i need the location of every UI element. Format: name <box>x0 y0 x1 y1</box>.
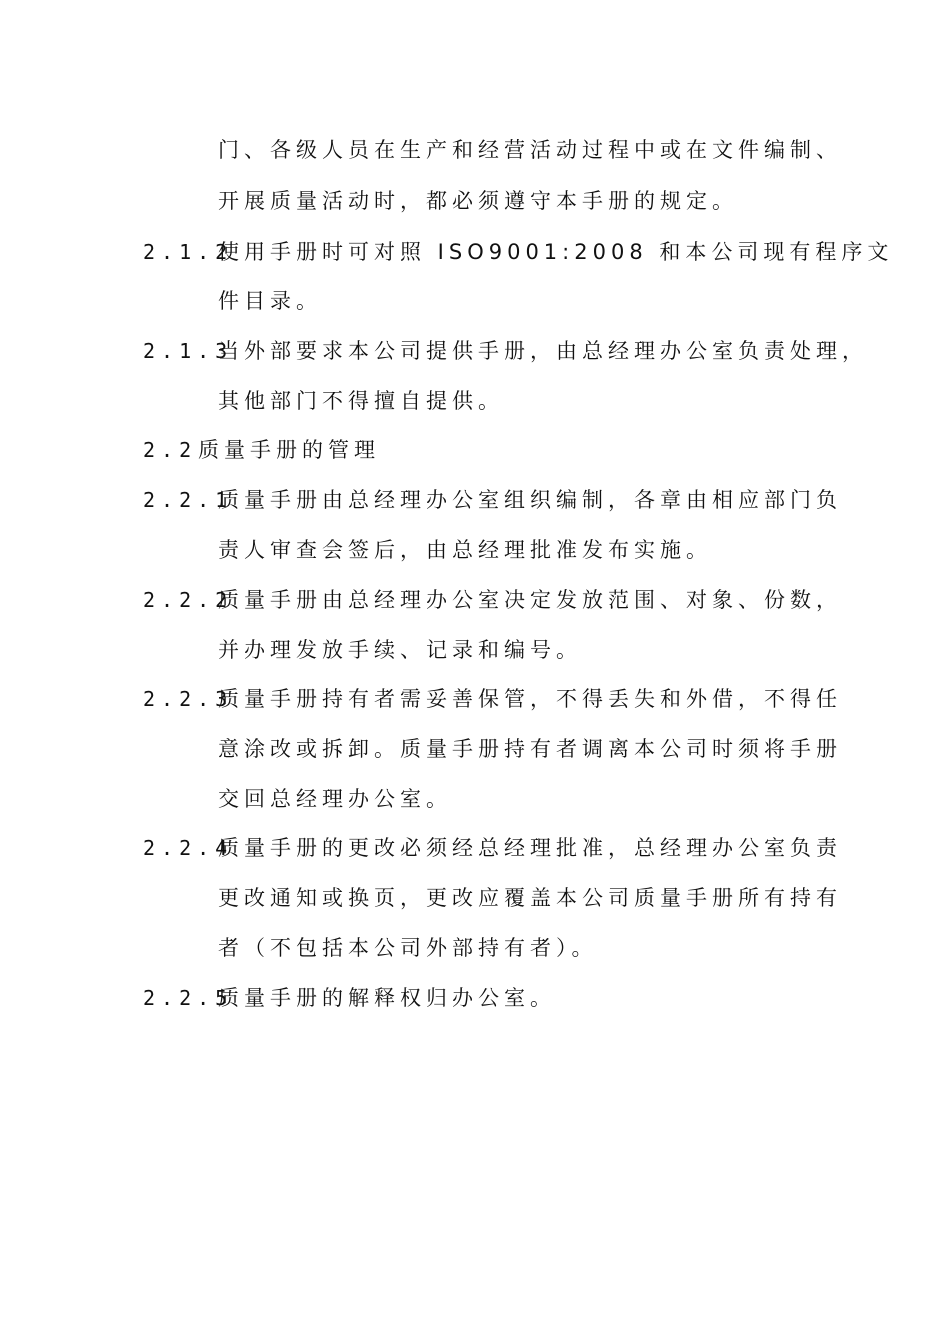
section-2-1-2-line-2: 件目录。 <box>218 289 322 313</box>
section-number-2-1-3: 2.1.3 <box>143 339 234 363</box>
continuation-line-1: 门、各级人员在生产和经营活动过程中或在文件编制、 <box>218 138 842 162</box>
section-2-2-2-line-1: 质量手册由总经理办公室决定发放范围、对象、份数， <box>218 588 842 612</box>
section-2-2-3-line-1: 质量手册持有者需妥善保管，不得丢失和外借，不得任 <box>218 687 842 711</box>
section-2-2-4-line-2: 更改通知或换页，更改应覆盖本公司质量手册所有持有 <box>218 886 842 910</box>
section-2-2-3-line-3: 交回总经理办公室。 <box>218 787 452 811</box>
section-2-2-5-line-1: 质量手册的解释权归办公室。 <box>218 986 556 1010</box>
section-2-2-4-line-3: 者（不包括本公司外部持有者）。 <box>218 936 598 960</box>
continuation-line-2: 开展质量活动时，都必须遵守本手册的规定。 <box>218 189 738 213</box>
section-2-2-4-line-1: 质量手册的更改必须经总经理批准，总经理办公室负责 <box>218 836 842 860</box>
section-2-2-3-line-2: 意涂改或拆卸。质量手册持有者调离本公司时须将手册 <box>218 737 842 761</box>
section-number-2-2-2: 2.2.2 <box>143 588 234 612</box>
section-number-2-2-3: 2.2.3 <box>143 687 234 711</box>
section-2-2-1-line-1: 质量手册由总经理办公室组织编制，各章由相应部门负 <box>218 488 842 512</box>
section-2-2-2-line-2: 并办理发放手续、记录和编号。 <box>218 638 582 662</box>
section-number-2-1-2: 2.1.2 <box>143 240 234 264</box>
section-2-1-3-line-1: 当外部要求本公司提供手册，由总经理办公室负责处理， <box>218 339 868 363</box>
section-2-2-heading: 质量手册的管理 <box>198 438 380 462</box>
section-2-2-1-line-2: 责人审查会签后，由总经理批准发布实施。 <box>218 538 712 562</box>
section-2-1-2-line-1: 使用手册时可对照 ISO9001:2008 和本公司现有程序文 <box>218 240 894 264</box>
section-number-2-2-5: 2.2.5 <box>143 986 234 1010</box>
section-2-1-3-line-2: 其他部门不得擅自提供。 <box>218 389 504 413</box>
section-number-2-2-1: 2.2.1 <box>143 488 234 512</box>
section-number-2-2: 2.2 <box>143 438 198 462</box>
section-number-2-2-4: 2.2.4 <box>143 836 234 860</box>
